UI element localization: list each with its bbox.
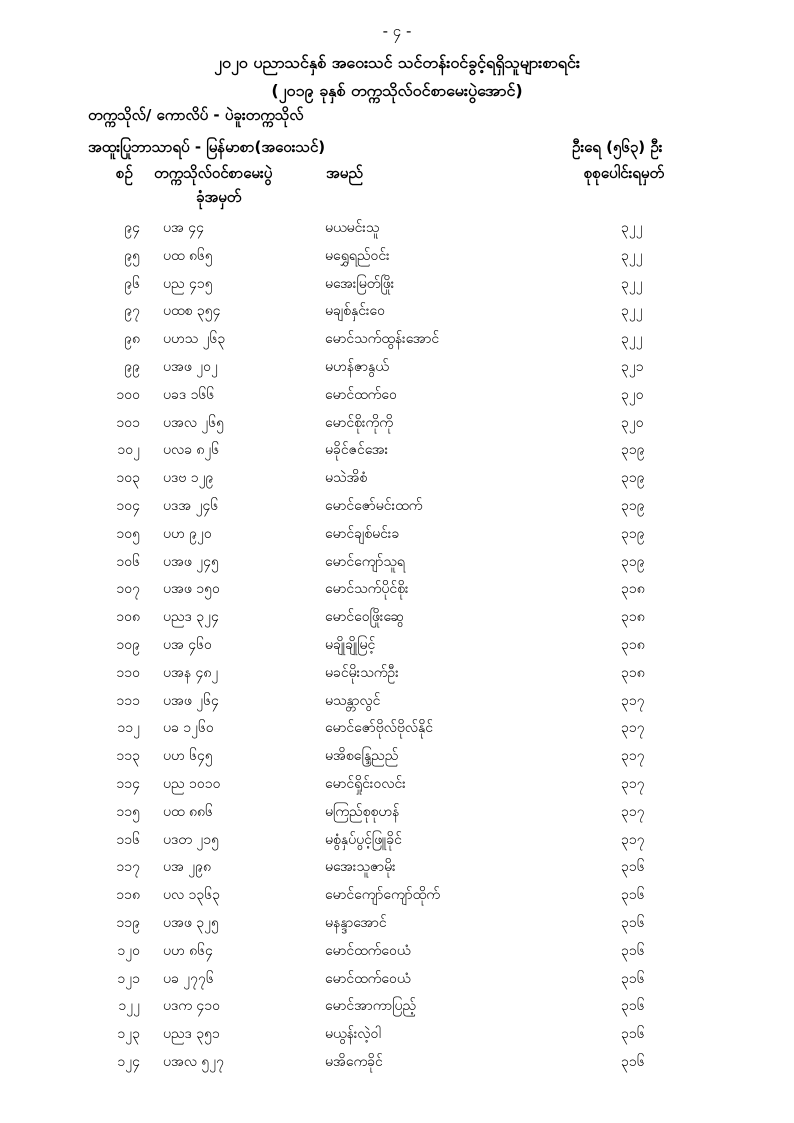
row-number-cell: ၁၀၅ <box>116 525 140 542</box>
roll-number-cell: ပအဖ ၁၅၀ <box>163 581 220 598</box>
column-header-name: အမည် <box>326 164 363 182</box>
roll-number-cell: ပအဖ ၂၆၄ <box>163 692 219 709</box>
table-row <box>0 663 794 691</box>
row-number-cell: ၁၀၈ <box>116 609 140 626</box>
student-name-cell: မောင်ဇော်ဗိုလ်ဗိုလ်နိုင် <box>325 720 434 737</box>
student-name-cell: မောင်ကျော်ကျော်ထိုက် <box>325 887 440 904</box>
table-row <box>0 385 794 413</box>
table-row <box>0 468 794 496</box>
row-number-cell: ၁၂၀ <box>117 942 140 959</box>
table-row <box>0 1024 794 1052</box>
row-number-cell: ၉၅ <box>124 247 140 264</box>
student-name-cell: မဟန်ဇာနွယ် <box>325 358 389 375</box>
table-row <box>0 913 794 941</box>
student-name-cell: မအေးမြတ်ဖြိုး <box>325 275 395 292</box>
roll-number-cell: ပအ ၄၄ <box>163 220 205 236</box>
total-marks-cell: ၃၁၆ <box>621 1053 645 1070</box>
total-marks-cell: ၃၂၂ <box>621 275 643 292</box>
student-name-cell: မချစ်နှင်းဝေ <box>325 303 385 320</box>
total-marks-cell: ၃၁၆ <box>621 1026 645 1043</box>
roll-number-cell: ပခ ၂၇၇၆ <box>163 970 214 987</box>
student-name-cell: မရွှေရည်ဝင်း <box>325 247 390 264</box>
table-row <box>0 830 794 858</box>
total-marks-cell: ၃၂၁ <box>621 358 644 375</box>
table-row <box>0 885 794 913</box>
table-row <box>0 635 794 663</box>
total-marks-cell: ၃၁၇ <box>621 775 645 792</box>
table-row <box>0 579 794 607</box>
row-number-cell: ၁၀၄ <box>116 497 140 514</box>
row-number-cell: ၁၁၈ <box>116 887 140 904</box>
row-number-cell: ၁၁၄ <box>116 775 140 792</box>
row-number-cell: ၁၀၂ <box>117 442 140 459</box>
column-header-roll-number: တက္ကသိုလ်ဝင်စာမေးပွဲ <box>154 164 273 182</box>
row-number-cell: ၁၀၀ <box>116 386 140 403</box>
total-marks-cell: ၃၁၇ <box>621 692 645 709</box>
page-number: - ၄ - <box>382 22 412 40</box>
total-marks-cell: ၃၂၀ <box>621 386 644 403</box>
roll-number-cell: ပဒဗ ၁၂၉ <box>163 470 214 487</box>
table-row <box>0 802 794 830</box>
total-marks-cell: ၃၁၈ <box>621 581 645 598</box>
row-number-cell: ၉၇ <box>124 303 140 320</box>
student-name-cell: မောင်အာကာပြည့် <box>325 998 417 1015</box>
total-marks-cell: ၃၂၀ <box>621 414 644 431</box>
row-number-cell: ၁၀၃ <box>116 470 140 487</box>
roll-number-cell: ပခ ၁၂၆၀ <box>163 720 214 737</box>
total-marks-cell: ၃၂၂ <box>621 303 643 320</box>
total-marks-cell: ၃၁၈ <box>621 636 645 653</box>
roll-number-cell: ပည ၄၁၅ <box>163 275 213 292</box>
table-row <box>0 774 794 802</box>
table-row <box>0 1052 794 1080</box>
table-row <box>0 941 794 969</box>
total-marks-cell: ၃၁၈ <box>621 609 645 626</box>
total-marks-cell: ၃၁၇ <box>621 803 645 820</box>
row-number-cell: ၁၁၇ <box>116 859 140 876</box>
row-number-cell: ၉၉ <box>124 358 140 375</box>
roll-number-cell: ပဒက ၄၁၀ <box>163 998 221 1015</box>
roll-number-cell: ပဟ ၈၆၄ <box>163 942 213 959</box>
row-number-cell: ၁၁၉ <box>116 914 140 931</box>
table-row <box>0 552 794 580</box>
student-name-cell: မအိစန္ဒြေညည် <box>325 748 399 765</box>
row-number-cell: ၁၀၁ <box>116 414 140 431</box>
document-title: ၂၀၂၀ ပညာသင်နှစ် အဝေးသင် သင်တန်းဝင်ခွင့်ရရှိသူများစာရင်း <box>214 53 580 72</box>
student-name-cell: မောင်ဝေဖြိုးဆွေ <box>325 609 405 626</box>
student-name-cell: မောင်ကျော်သူရ <box>325 553 405 570</box>
student-name-cell: မောင်ဇော်မင်းထက် <box>325 497 423 514</box>
roll-number-cell: ပညဒ ၃၅၁ <box>163 1026 220 1043</box>
student-name-cell: မခိုင်ဇင်အေး <box>325 442 389 459</box>
total-marks-cell: ၃၁၆ <box>621 859 645 876</box>
total-marks-cell: ၃၁၇ <box>621 720 645 737</box>
row-number-cell: ၁၀၇ <box>116 581 140 598</box>
student-name-cell: မယွန်းလဲ့ဝါ <box>325 1026 381 1043</box>
roll-number-cell: ပညဒ ၃၂၄ <box>163 609 219 626</box>
roll-number-cell: ပထ ၈၆၅ <box>163 247 213 264</box>
row-number-cell: ၁၁၁ <box>116 692 140 709</box>
roll-number-cell: ပအ ၂၉၈ <box>163 859 212 876</box>
roll-number-cell: ပဒတ ၂၁၅ <box>163 831 219 848</box>
roll-number-cell: ပည ၁၀၁၀ <box>163 775 221 792</box>
document-subtitle: (၂၀၁၉ ခုနှစ် တက္ကသိုလ်ဝင်စာမေးပွဲအောင်) <box>271 81 523 100</box>
student-name-cell: မသန္တာလွင် <box>325 692 381 709</box>
row-number-cell: ၉၄ <box>124 220 140 236</box>
table-row <box>0 218 794 246</box>
roll-number-cell: ပအန ၄၈၂ <box>163 664 219 681</box>
roll-number-cell: ပအလ ၂၆၅ <box>163 414 225 431</box>
row-number-cell: ၁၂၂ <box>118 998 140 1015</box>
row-number-cell: ၁၂၁ <box>117 970 140 987</box>
row-number-cell: ၁၁၀ <box>116 664 140 681</box>
roll-number-cell: ပလခ ၈၂၆ <box>163 442 220 459</box>
total-marks-cell: ၃၁၆ <box>621 970 645 987</box>
total-count-label: ဦးရေ (၅၆၃) ဦး <box>572 138 663 156</box>
row-number-cell: ၁၀၉ <box>116 636 140 653</box>
row-number-cell: ၁၁၂ <box>117 720 140 737</box>
total-marks-cell: ၃၁၆ <box>621 914 645 931</box>
table-row <box>0 329 794 357</box>
roll-number-cell: ပခဒ ၁၆၆ <box>163 386 215 403</box>
row-number-cell: ၁၁၅ <box>116 803 140 820</box>
major-subject-label: အထူးပြုဘာသာရပ် - မြန်မာစာ(အဝေးသင်) <box>88 138 326 156</box>
table-row <box>0 691 794 719</box>
student-name-cell: မောင်သက်ပိုင်စိုး <box>325 581 409 598</box>
row-number-cell: ၁၁၆ <box>116 831 140 848</box>
student-name-cell: မောင်စိုးကိုကို <box>325 414 393 431</box>
roll-number-cell: ပဟ ၉၂၀ <box>163 525 212 542</box>
roll-number-cell: ပလ ၁၃၆၃ <box>163 887 221 904</box>
student-name-cell: မအေးသူဇာမိုး <box>325 859 396 876</box>
total-marks-cell: ၃၁၇ <box>621 748 645 765</box>
student-name-cell: မယမင်းသူ <box>325 220 380 236</box>
student-name-cell: မောင်ထက်ဝေယံ <box>325 970 411 987</box>
student-name-cell: မစွံနှပ်ပွင့်ဖြူခိုင် <box>325 831 402 848</box>
roll-number-cell: ပဟ ၆၄၅ <box>163 748 213 765</box>
roll-number-cell: ပထစ ၃၅၄ <box>163 303 221 320</box>
row-number-cell: ၁၂၄ <box>117 1053 140 1070</box>
student-name-cell: မသဲအိစံ <box>325 470 368 487</box>
student-name-cell: မောင်ရှိုင်းဝလင်း <box>325 775 406 792</box>
table-row <box>0 857 794 885</box>
results-table <box>0 218 794 1080</box>
student-name-cell: မနန္ဒာအောင် <box>325 914 387 931</box>
student-name-cell: မောင်ချစ်မင်းခ <box>325 525 400 542</box>
roll-number-cell: ပထ ၈၈၆ <box>163 803 213 820</box>
roll-number-cell: ပဒအ ၂၄၆ <box>163 497 219 514</box>
total-marks-cell: ၃၂၂ <box>621 247 643 264</box>
table-row <box>0 413 794 441</box>
student-name-cell: မကြည်စုစုဟန် <box>325 803 400 820</box>
roll-number-cell: ပအဖ ၂၀၂ <box>163 358 218 375</box>
table-row <box>0 524 794 552</box>
table-row <box>0 246 794 274</box>
table-row <box>0 440 794 468</box>
table-row <box>0 496 794 524</box>
roll-number-cell: ပအဖ ၃၂၅ <box>163 914 219 931</box>
row-number-cell: ၁၂၃ <box>117 1026 140 1043</box>
student-name-cell: မောင်ထက်ဝေယံ <box>325 942 411 959</box>
table-row <box>0 718 794 746</box>
university-label: တက္ကသိုလ်/ ကောလိပ် - ပဲခူးတက္ကသိုလ် <box>88 106 304 124</box>
total-marks-cell: ၃၁၇ <box>621 831 645 848</box>
column-header-no: စဉ် <box>116 164 133 182</box>
table-row <box>0 996 794 1024</box>
table-row <box>0 301 794 329</box>
row-number-cell: ၉၆ <box>124 275 140 292</box>
student-name-cell: မခင်မိုးသက်ဦး <box>325 664 399 681</box>
table-row <box>0 274 794 302</box>
student-name-cell: မအိကေခိုင် <box>325 1053 383 1070</box>
row-number-cell: ၉၈ <box>124 331 140 348</box>
total-marks-cell: ၃၂၂ <box>621 331 643 348</box>
student-name-cell: မောင်သက်ထွန်းအောင် <box>325 331 440 348</box>
row-number-cell: ၁၁၃ <box>116 748 140 765</box>
student-name-cell: မချိုချိုမြင့် <box>325 636 376 653</box>
table-row <box>0 607 794 635</box>
student-name-cell: မောင်ထက်ဝေ <box>325 386 397 403</box>
total-marks-cell: ၃၁၆ <box>621 942 645 959</box>
total-marks-cell: ၃၁၆ <box>621 998 645 1015</box>
table-row <box>0 969 794 997</box>
table-row <box>0 746 794 774</box>
total-marks-cell: ၃၁၉ <box>621 553 645 570</box>
row-number-cell: ၁၀၆ <box>116 553 140 570</box>
roll-number-cell: ပအ ၄၆၀ <box>163 636 212 653</box>
total-marks-cell: ၃၁၉ <box>621 497 645 514</box>
column-header-total-marks: စုစုပေါင်းရမှတ် <box>584 164 665 182</box>
roll-number-cell: ပဟသ ၂၆၃ <box>163 331 226 348</box>
column-header-roll-number-line2: ခုံအမှတ် <box>196 188 242 206</box>
total-marks-cell: ၃၁၉ <box>621 470 645 487</box>
total-marks-cell: ၃၁၉ <box>621 525 645 542</box>
total-marks-cell: ၃၁၉ <box>621 442 645 459</box>
roll-number-cell: ပအလ ၅၂၇ <box>163 1053 225 1070</box>
total-marks-cell: ၃၂၂ <box>621 220 643 236</box>
table-row <box>0 357 794 385</box>
roll-number-cell: ပအဖ ၂၄၅ <box>163 553 219 570</box>
total-marks-cell: ၃၁၆ <box>621 887 645 904</box>
total-marks-cell: ၃၁၈ <box>621 664 645 681</box>
